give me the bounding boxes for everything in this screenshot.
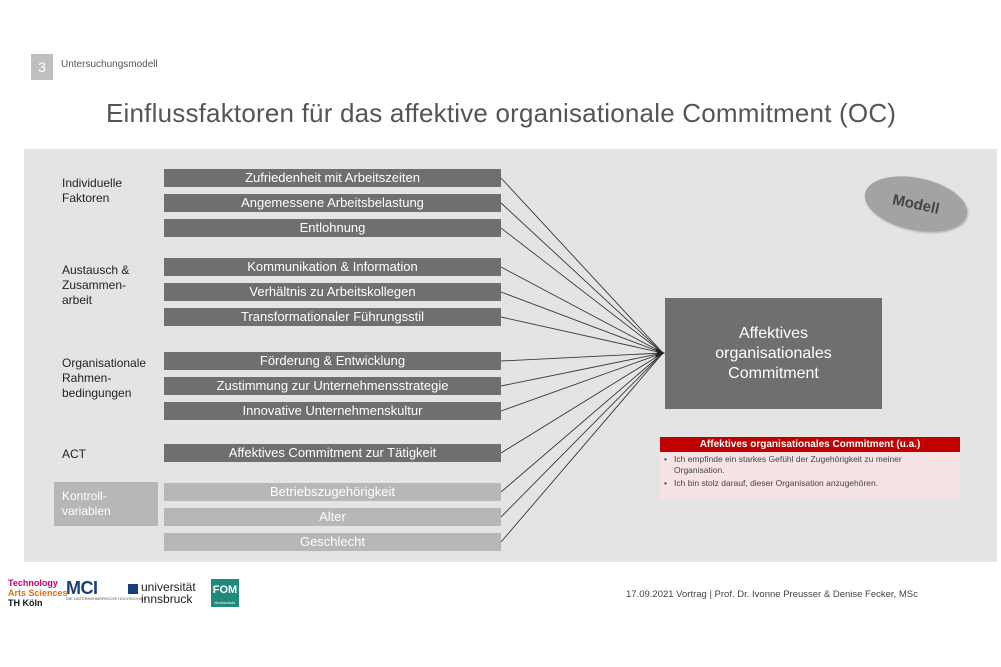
slide-title: Einflussfaktoren für das affektive organisationale Commitment (OC) bbox=[106, 98, 897, 128]
th-koeln-logo bbox=[8, 578, 68, 608]
outcome-box bbox=[665, 298, 882, 409]
section-title: Untersuchungsmodell bbox=[61, 59, 158, 70]
th-logo-line: TH Köln bbox=[8, 598, 43, 608]
mci-logo-text: MCI bbox=[66, 578, 98, 598]
factor-bar: Zufriedenheit mit Arbeitszeiten bbox=[164, 169, 501, 187]
mci-logo-sub: DIE UNTERNEHMERISCHE HOCHSCHULE bbox=[66, 596, 147, 601]
uibk-logo-text: universität innsbruck bbox=[141, 580, 196, 606]
factor-bar: Zustimmung zur Unternehmensstrategie bbox=[164, 377, 501, 395]
fom-logo-text: FOM bbox=[212, 584, 238, 596]
factor-bar: Affektives Commitment zur Tätigkeit bbox=[164, 444, 501, 462]
scale-item: • Ich empfinde ein starkes Gefühl der Zugehörigkeit zu meiner Organisation. bbox=[664, 454, 954, 476]
factor-bar: Förderung & Entwicklung bbox=[164, 352, 501, 370]
factor-bar: Angemessene Arbeitsbelastung bbox=[164, 194, 501, 212]
section-number: 3 bbox=[31, 54, 53, 80]
group-label-act: ACT bbox=[62, 447, 86, 461]
factor-bar: Verhältnis zu Arbeitskollegen bbox=[164, 283, 501, 301]
uibk-logo-mark bbox=[128, 584, 138, 594]
control-bar: Betriebszugehörigkeit bbox=[164, 483, 501, 501]
th-logo-line: Arts Sciences bbox=[8, 588, 68, 598]
group-label-individual: Individuelle Faktoren bbox=[62, 176, 123, 205]
factor-bar: Entlohnung bbox=[164, 219, 501, 237]
scale-item: • Ich bin stolz darauf, dieser Organisation anzugehören. bbox=[664, 478, 954, 489]
scale-items-list bbox=[664, 454, 954, 491]
factor-bar: Kommunikation & Information bbox=[164, 258, 501, 276]
group-label-exchange: Austausch & Zusammen- arbeit bbox=[62, 263, 130, 307]
scale-items-header: Affektives organisationales Commitment (u.a.) bbox=[660, 437, 960, 452]
footer-text: 17.09.2021 Vortrag | Prof. Dr. Ivonne Preusser & Denise Fecker, MSc bbox=[626, 589, 918, 600]
control-bar: Geschlecht bbox=[164, 533, 501, 551]
factor-bar: Innovative Unternehmenskultur bbox=[164, 402, 501, 420]
group-label-organisational: Organisationale Rahmen- bedingungen bbox=[62, 356, 147, 400]
fom-logo bbox=[211, 579, 239, 607]
th-logo-line: Technology bbox=[8, 578, 58, 588]
fom-logo-sub: Hochschule bbox=[214, 600, 236, 605]
model-badge-label: Modell bbox=[891, 190, 941, 218]
control-bar: Alter bbox=[164, 508, 501, 526]
outcome-label: Affektives organisationales Commitment bbox=[715, 324, 832, 382]
factor-bar: Transformationaler Führungsstil bbox=[164, 308, 501, 326]
group-label-control: Kontroll- variablen bbox=[62, 489, 111, 518]
